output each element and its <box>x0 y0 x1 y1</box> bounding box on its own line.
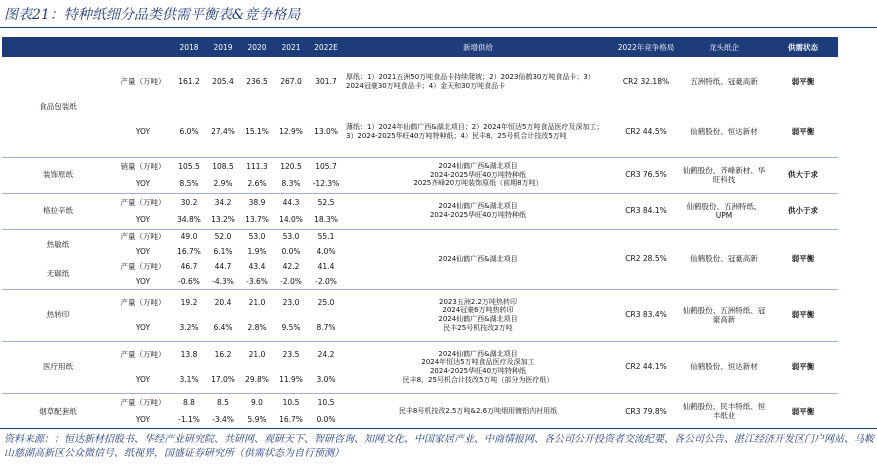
value-cell: 24.2 <box>308 341 344 367</box>
category-cell: 医疗用纸 <box>2 341 114 393</box>
value-cell: 2.9% <box>213 179 233 189</box>
value-cell: 6.1% <box>213 246 233 256</box>
table-row <box>2 229 838 244</box>
value-cell: 42.2 <box>282 261 300 271</box>
leaders-cell: 仙鹤股份、五洲特纸、冠豪高新 <box>680 289 768 341</box>
value-cell: 13.0% <box>314 127 338 137</box>
competition-cell: CR3 79.8% <box>612 393 680 429</box>
value-cell: 11.9% <box>279 375 303 385</box>
header-cell <box>2 37 114 57</box>
metric-cell: YOY <box>135 415 151 425</box>
value-cell: 111.3 <box>240 157 274 175</box>
competition-cell: CR2 32.18% <box>622 77 670 87</box>
leaders-cell: 仙鹤股份、齐峰新材、华旺科技 <box>680 157 768 193</box>
value-cell: 46.7 <box>180 261 198 271</box>
metric-cell: 产量（万吨） <box>120 261 166 271</box>
value-cell: 21.0 <box>240 341 274 367</box>
leaders-cell: 仙鹤股份、恒达新材 <box>680 341 768 393</box>
value-cell: -2.0% <box>280 276 302 286</box>
value-cell: 8.8 <box>172 393 206 411</box>
metric-cell: YOY <box>135 127 151 137</box>
competition-cell: CR3 83.4% <box>612 289 680 341</box>
supply-demand-table <box>2 37 838 429</box>
value-cell: 105.5 <box>172 157 206 175</box>
value-cell: 18.3% <box>314 215 338 225</box>
metric-cell: 产量（万吨） <box>114 393 172 411</box>
header-cell: 2020 <box>240 37 274 57</box>
value-cell: 10.5 <box>274 393 308 411</box>
metric-cell: YOY <box>135 246 151 256</box>
leaders-cell: 五洲特纸、冠豪高新 <box>690 77 758 87</box>
value-cell: 52.0 <box>206 229 240 244</box>
value-cell: 25.0 <box>308 289 344 315</box>
category-cell: 格拉辛纸 <box>2 193 114 229</box>
value-cell: 10.5 <box>308 393 344 411</box>
table-row <box>2 393 838 411</box>
category-cell: 无碳纸 <box>46 269 70 279</box>
value-cell: 55.1 <box>308 229 344 244</box>
value-cell: -4.3% <box>212 276 234 286</box>
value-cell: 236.5 <box>246 77 268 87</box>
value-cell: 21.0 <box>240 289 274 315</box>
value-cell: 38.9 <box>240 193 274 211</box>
status-cell: 弱平衡 <box>791 77 815 87</box>
table-row <box>2 107 838 157</box>
value-cell: 6.0% <box>179 127 199 137</box>
competition-cell: CR2 44.1% <box>612 341 680 393</box>
header-cell: 2022E <box>308 37 344 57</box>
value-cell: 267.0 <box>280 77 302 87</box>
value-cell: 44.7 <box>214 261 232 271</box>
competition-cell: CR2 28.5% <box>612 229 680 289</box>
value-cell: 13.2% <box>211 215 235 225</box>
header-cell <box>114 37 172 57</box>
value-cell: 1.9% <box>247 246 267 256</box>
leaders-cell: 仙鹤股份、民丰特纸、恒丰纸业 <box>680 393 768 429</box>
status-cell: 弱平衡 <box>768 341 838 393</box>
value-cell: -3.6% <box>246 276 268 286</box>
value-cell: 30.2 <box>172 193 206 211</box>
metric-cell: 产量（万吨） <box>114 229 172 244</box>
value-cell: 3.2% <box>179 323 199 333</box>
value-cell: 205.4 <box>212 77 234 87</box>
value-cell: 3.1% <box>179 375 199 385</box>
value-cell: 12.9% <box>279 127 303 137</box>
value-cell: 49.0 <box>172 229 206 244</box>
competition-cell: CR3 84.1% <box>612 193 680 229</box>
competition-cell: CR2 44.5% <box>625 127 667 137</box>
table-bottom-divider <box>0 428 877 429</box>
metric-cell: 产量（万吨） <box>120 77 166 87</box>
value-cell: 13.7% <box>245 215 269 225</box>
leaders-cell: 仙鹤股份、冠豪高新 <box>680 229 768 289</box>
title-divider <box>0 27 877 28</box>
value-cell: 0.0% <box>316 415 336 425</box>
value-cell: 29.8% <box>245 375 269 385</box>
source-note: 资料来源：：恒达新材招股书、华经产业研究院、共研网、观研天下、智研咨询、知网文化、中国家居产业、中商情报网、各公司公开投资者交流纪要、各公司公告、湛江经济开发区门户网站、马鞍山慈湖高新区公众微信号、纸视界，国盛证券研究所（供需状态为自行预测） <box>4 434 874 459</box>
category-cell: 装饰原纸 <box>2 157 114 193</box>
value-cell: 16.7% <box>279 415 303 425</box>
status-cell: 弱平衡 <box>768 229 838 289</box>
table-row <box>2 193 838 211</box>
value-cell: 105.7 <box>308 157 344 175</box>
metric-cell: 产量（万吨） <box>114 193 172 211</box>
value-cell: 108.5 <box>206 157 240 175</box>
metric-cell: YOY <box>135 375 151 385</box>
value-cell: 43.4 <box>248 261 266 271</box>
table-row <box>2 289 838 315</box>
value-cell: 27.4% <box>211 127 235 137</box>
value-cell: -0.6% <box>178 276 200 286</box>
category-cell: 烟草配套纸 <box>2 393 114 429</box>
metric-cell: YOY <box>135 323 151 333</box>
value-cell: 41.4 <box>317 261 335 271</box>
value-cell: -3.4% <box>212 415 234 425</box>
metric-cell: YOY <box>135 179 151 189</box>
value-cell: 16.2 <box>206 341 240 367</box>
status-cell: 供大于求 <box>768 157 838 193</box>
value-cell: 52.5 <box>308 193 344 211</box>
table-row <box>2 341 838 367</box>
new-supply-cell: 2024仙鹤广西&湖北项目 2024年恒达5万吨食品医疗及深加工 2024-2025华旺40万吨特种纸 民丰8、25号机合计技改5万吨（部分为医疗纸） <box>344 341 612 393</box>
status-cell: 供小于求 <box>768 193 838 229</box>
value-cell: -12.3% <box>312 179 340 189</box>
value-cell: 0.0% <box>281 246 301 256</box>
value-cell: 8.5 <box>206 393 240 411</box>
value-cell: 120.5 <box>274 157 308 175</box>
header-cell: 2019 <box>206 37 240 57</box>
status-cell: 弱平衡 <box>768 289 838 341</box>
header-cell: 新增供给 <box>344 37 612 57</box>
value-cell: 44.3 <box>274 193 308 211</box>
value-cell: 9.5% <box>281 323 301 333</box>
competition-cell: CR3 76.5% <box>612 157 680 193</box>
status-cell: 弱平衡 <box>791 127 815 137</box>
value-cell: 6.4% <box>213 323 233 333</box>
value-cell: 19.2 <box>172 289 206 315</box>
value-cell: 8.3% <box>281 179 301 189</box>
status-cell: 弱平衡 <box>768 393 838 429</box>
value-cell: 5.9% <box>247 415 267 425</box>
new-supply-cell: 2024仙鹤广西&湖北项目 2024-2025华旺40万吨特种纸 2025齐峰20万吨装饰原纸（前期8万吨） <box>344 157 612 193</box>
value-cell: 15.1% <box>245 127 269 137</box>
value-cell: 53.0 <box>274 229 308 244</box>
leaders-cell: 仙鹤股份、五洲特纸、UPM <box>680 193 768 229</box>
value-cell: 17.0% <box>211 375 235 385</box>
value-cell: 301.7 <box>315 77 337 87</box>
new-supply-cell: 2024仙鹤广西&湖北项目 <box>344 229 612 289</box>
category-cell: 热敏纸 <box>2 229 114 259</box>
header-cell: 2021 <box>274 37 308 57</box>
value-cell: 161.2 <box>178 77 200 87</box>
table-row <box>2 157 838 175</box>
header-cell: 2022年竞争格局 <box>612 37 680 57</box>
value-cell: 14.0% <box>279 215 303 225</box>
header-row <box>2 37 838 57</box>
metric-cell: YOY <box>135 215 151 225</box>
metric-cell: 销量（万吨） <box>114 157 172 175</box>
value-cell: 3.0% <box>316 375 336 385</box>
value-cell: 34.8% <box>177 215 201 225</box>
value-cell: -1.1% <box>178 415 200 425</box>
new-supply-cell: 2024仙鹤广西&湖北项目 2024-2025华旺40万吨特种纸 <box>344 193 612 229</box>
table-row <box>2 57 838 107</box>
metric-cell: YOY <box>135 276 151 286</box>
leaders-cell: 仙鹤股份、恒达新材 <box>690 127 758 137</box>
new-supply-cell: 厚纸：1）2021五洲50万吨食品卡持续爬坡；2）2023仙鹤30万吨食品卡；3）2024冠豪30万吨食品卡；4）金天和30万吨食品卡 <box>346 73 595 90</box>
value-cell: 8.7% <box>316 323 336 333</box>
value-cell: 23.0 <box>274 289 308 315</box>
metric-cell: 产量（万吨） <box>114 289 172 315</box>
header-cell: 供需状态 <box>768 37 838 57</box>
new-supply-cell: 薄纸：1）2024年仙鹤广西&湖北项目；2）2024年恒达5万吨食品医疗及深加工；3）2024-2025华旺40万吨特种纸；4）民丰8、25号机合计技改5万吨 <box>346 123 604 140</box>
value-cell: 8.5% <box>179 179 199 189</box>
value-cell: 9.0 <box>240 393 274 411</box>
metric-cell: 产量（万吨） <box>114 341 172 367</box>
value-cell: 23.5 <box>274 341 308 367</box>
figure-title: 图表21：特种纸细分品类供需平衡表&竞争格局 <box>4 7 301 23</box>
value-cell: 20.4 <box>206 289 240 315</box>
header-cell: 龙头纸企 <box>680 37 768 57</box>
value-cell: 2.6% <box>247 179 267 189</box>
header-cell: 2018 <box>172 37 206 57</box>
value-cell: 16.7% <box>177 246 201 256</box>
value-cell: 34.2 <box>206 193 240 211</box>
value-cell: -2.0% <box>315 276 337 286</box>
category-cell: 热转印 <box>2 289 114 341</box>
value-cell: 2.8% <box>247 323 267 333</box>
new-supply-cell: 民丰8号机技改2.5万吨&2.6万吨烟用镀铝内衬用纸 <box>344 393 612 429</box>
value-cell: 53.0 <box>240 229 274 244</box>
value-cell: 13.8 <box>172 341 206 367</box>
new-supply-cell: 2023五洲2.2万吨热转印 2024冠豪6万吨热转印 2024仙鹤广西&湖北项目 民丰25号机技改2万吨 <box>344 289 612 341</box>
category-cell: 食品包装纸 <box>39 102 77 112</box>
value-cell: 4.0% <box>316 246 336 256</box>
